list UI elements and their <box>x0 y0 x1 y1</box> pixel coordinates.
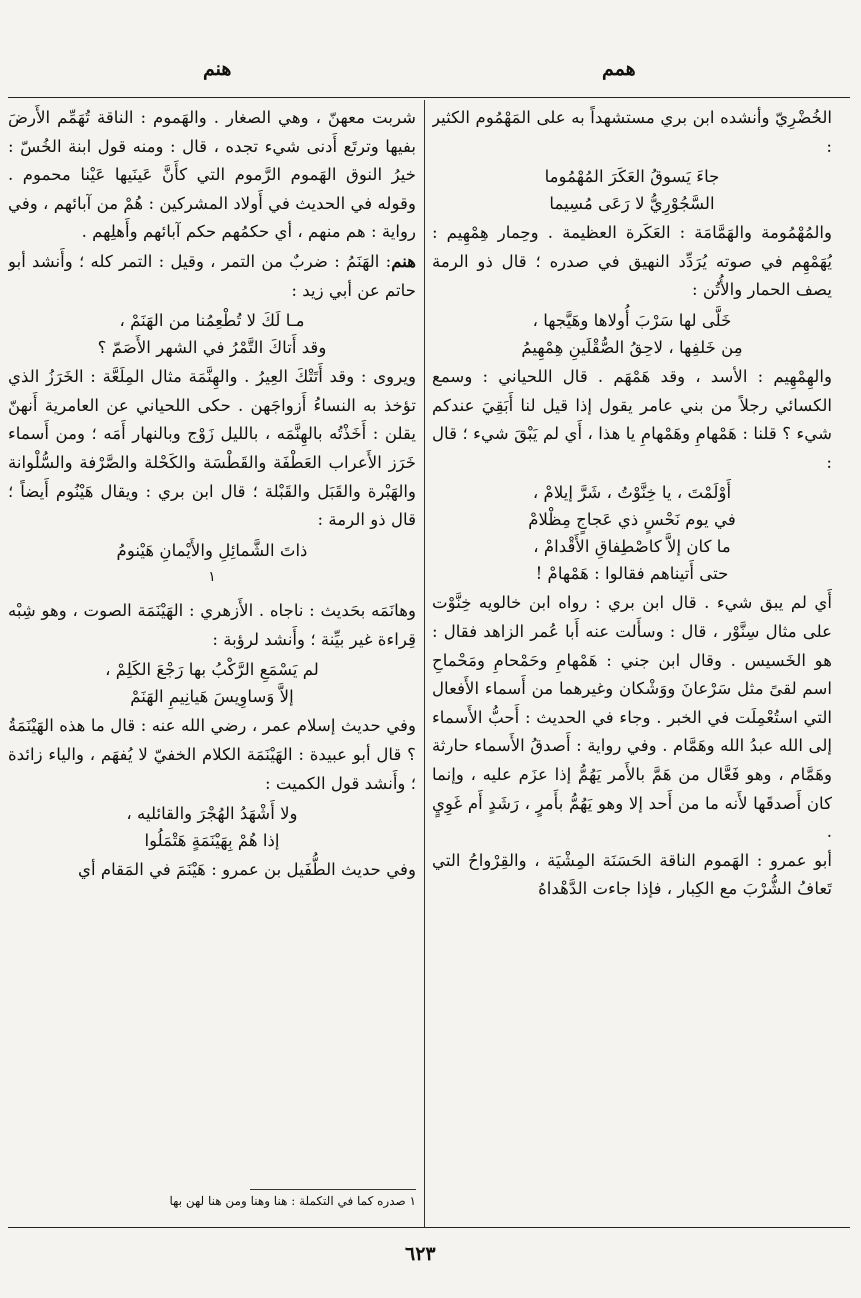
footnote: ١ صدره كما في التكملة : هنا وهنا ومن هنا لهن بها <box>169 1194 416 1208</box>
verse-line: في يوم نَحْسٍ ذي عَجاجٍ مِظْلامْ <box>528 510 736 530</box>
verse <box>8 656 416 710</box>
top-rule <box>8 97 850 98</box>
verse-line: جاءَ يَسوقُ العَكَرَ المُهْمُوما <box>544 167 720 187</box>
verse-line: السَّجُوْرِيُّ لا رَعَى مُسِيما <box>549 194 715 214</box>
paragraph: ويروى : وقد أَتَتْكَ العِيرُ . والهِنَّمَة مثال المِلَعَّة : الخَرَزُ الذي تؤخذ به النساءُ أَزواجَهن . حكى اللحياني عن العامرية أَنهنّ يقلن : أَخَذْتُه بالهِنَّمَه ، بالليل زَوْج وبالنهار أَمَه ؛ ومن أَسماء خَرَز الأَعراب العَطْفَة والقَطْسَة والكَحْلة والصَّرْفة والسُّلْوانة والهَبْرة والقَبَل والقَبْلة ؛ قال ابن بري : ويقال هَيْنُوم أَيضاً ؛ قال ذو الرمة : <box>8 367 416 530</box>
verse-line: إلاَّ وَساوِيسَ هَيانِيمِ الهَنَمْ <box>130 687 294 707</box>
verse <box>432 163 832 217</box>
verse-line: ما كان إلاَّ كاصْطِفاقِ الأَقْدامْ ، <box>533 537 731 557</box>
left-column <box>8 104 416 1184</box>
footnote-marker: ١ <box>208 568 216 585</box>
verse-line <box>8 537 416 596</box>
verse-line: مِن خَلفِها ، لاحِقُ الصُّقْلَينِ هِمْهِيمُ <box>521 337 743 357</box>
entry-text: : الهَنَمُ : ضربٌ من التمر ، وقيل : التمر كله ؛ وأَنشد أبو حاتم عن أبي زيد : <box>8 251 416 300</box>
verse-line: خَلَّى لها سَرْبَ أُولاها وهَيَّجها ، <box>532 310 732 330</box>
running-header-right: همم <box>602 58 636 80</box>
footnote-rule <box>250 1189 416 1190</box>
verse <box>8 537 416 596</box>
paragraph: أبو عمرو : الهَموم الناقة الحَسَنَة المِشْيَة ، والقِرْواحُ التي تَعافُ الشُّرْبَ مع الكِبار ، فإذا جاءت الدَّهْداهُ <box>432 850 832 899</box>
running-header-left: هنم <box>203 58 232 80</box>
paragraph: والمُهْمُومة والهَمَّامَة : العَكَرة العظيمة . وحِمار هِمْهِيم : يُهَمْهِم في صوته يُرَدِّد النهيق في صدره ؛ قال ذو الرمة يصف الحمار والأُتُن : <box>432 223 832 300</box>
verse-text: ذاتَ الشَّمائِلِ والأَيْمانِ هَيْنومُ <box>116 540 308 560</box>
right-column <box>432 104 832 1224</box>
verse-line: ولا أَشْهَدُ الهُجْرَ والقائليه ، <box>126 804 298 824</box>
paragraph: وفي حديث إسلام عمر ، رضي الله عنه : قال ما هذه الهَيْنَمَةُ ؟ قال أبو عبيدة : الهَيْنَمَة الكلام الخفيّ لا يُفهَم ، والياء زائدة ؛ وأَنشد قول الكميت : <box>8 716 416 793</box>
verse-line: لم يَسْمَعِ الرَّكْبُ بها رَجْعَ الكَلِمْ ، <box>105 660 319 680</box>
page-number: ٦٢٣ <box>405 1243 436 1265</box>
verse-line: أَوْلَمْتَ ، يا خِنَّوْتُ ، شَرَّ إيلامْ ، <box>532 483 732 503</box>
column-divider <box>424 100 425 1227</box>
verse <box>8 307 416 361</box>
paragraph: وفي حديث الطُّفَيل بن عمرو : هَيْنَمَ في المَقام أي <box>77 860 416 880</box>
paragraph: شربت معهنّ ، وهي الصغار . والهَموم : الناقة تُهَمِّم الأَرضَ بفيها وترتَع أَدنى شيء تجده ، قال : ومنه قول ابنة الخُسّ : خيرُ النوق الهَموم الرَّموم التي كأَنَّ عَينَيها عَيْنا محموم . وقوله في الحديث في أَولاد المشركين : هُمْ من آبائهم ، وفي رواية : هم منهم ، أي حكمُهم حكم آبائهم وأَهلِهم . <box>8 108 416 242</box>
verse-line: مـا لَكَ لا تُطْعِمُنا من الهَنَمْ ، <box>119 311 305 331</box>
bottom-rule <box>8 1227 850 1228</box>
verse-line: إذا هُمْ بِهَيْنَمَةٍ هَتْمَلُوا <box>144 831 280 851</box>
entry-paragraph <box>8 247 416 305</box>
entry-headword: هنم <box>391 250 416 271</box>
paragraph: الخُضْرِيّ وأنشده ابن بري مستشهداً به على المَهْمُوم الكثير : <box>432 108 832 156</box>
paragraph: وهانَمَه بحَديث : ناجاه . الأَزهري : الهَيْنَمَة الصوت ، وهو شِبْه قِراءة غير بيِّنة ؛ وأَنشد لرؤبة : <box>8 601 416 649</box>
verse-line: وقد أَتاكَ التَّمْرُ في الشهر الأَصَمّ ؟ <box>97 338 327 358</box>
paragraph: والهِمْهِيم : الأسد ، وقد هَمْهَم . قال اللحياني : وسمع الكسائي رجلاً من بني عامر يقول إذا قيل لنا أَبَقِيَ عندكم شيء ؟ قلنا : هَمْهامِ وهَمْهامِ يا هذا ، أَي لم يَبْقَ شيء ؛ قال : <box>432 366 832 472</box>
verse <box>432 307 832 361</box>
paragraph: أَي لم يبق شيء . قال ابن بري : رواه ابن خالويه خِنَّوْت على مثال سِنَّوْر ، قال : وسأَلت عنه أَبا عُمر الزاهد فقال : هو الخَسيس . وقال ابن جني : هَمْهامِ وحَمْحامِ ومَحْماحِ اسم لقىً مثل سَرْعانَ ووَشْكان وغيرهما من أَسماء الأَفعال التي استُعْمِلَت في الخبر . وجاء في الحديث : أَحبُّ الأَسماء إلى الله عبدُ الله وهَمَّام . وفي رواية : أَصدقُ الأَسماء حارثة وهَمَّام ، وهو فَعَّال من هَمَّ بالأَمر يَهُمُّ إذا عزَم عليه ، وإنما كان أَصدقَها لأَنه ما من أَحد إلا وهو يَهُمُّ بأَمرٍ ، رَشَدٍ أَم غَوِيٍ . <box>432 593 832 842</box>
verse <box>8 800 416 854</box>
verse-line: حتى أَتيناهم فقالوا : هَمْهامْ ! <box>535 564 729 584</box>
verse <box>432 479 832 587</box>
